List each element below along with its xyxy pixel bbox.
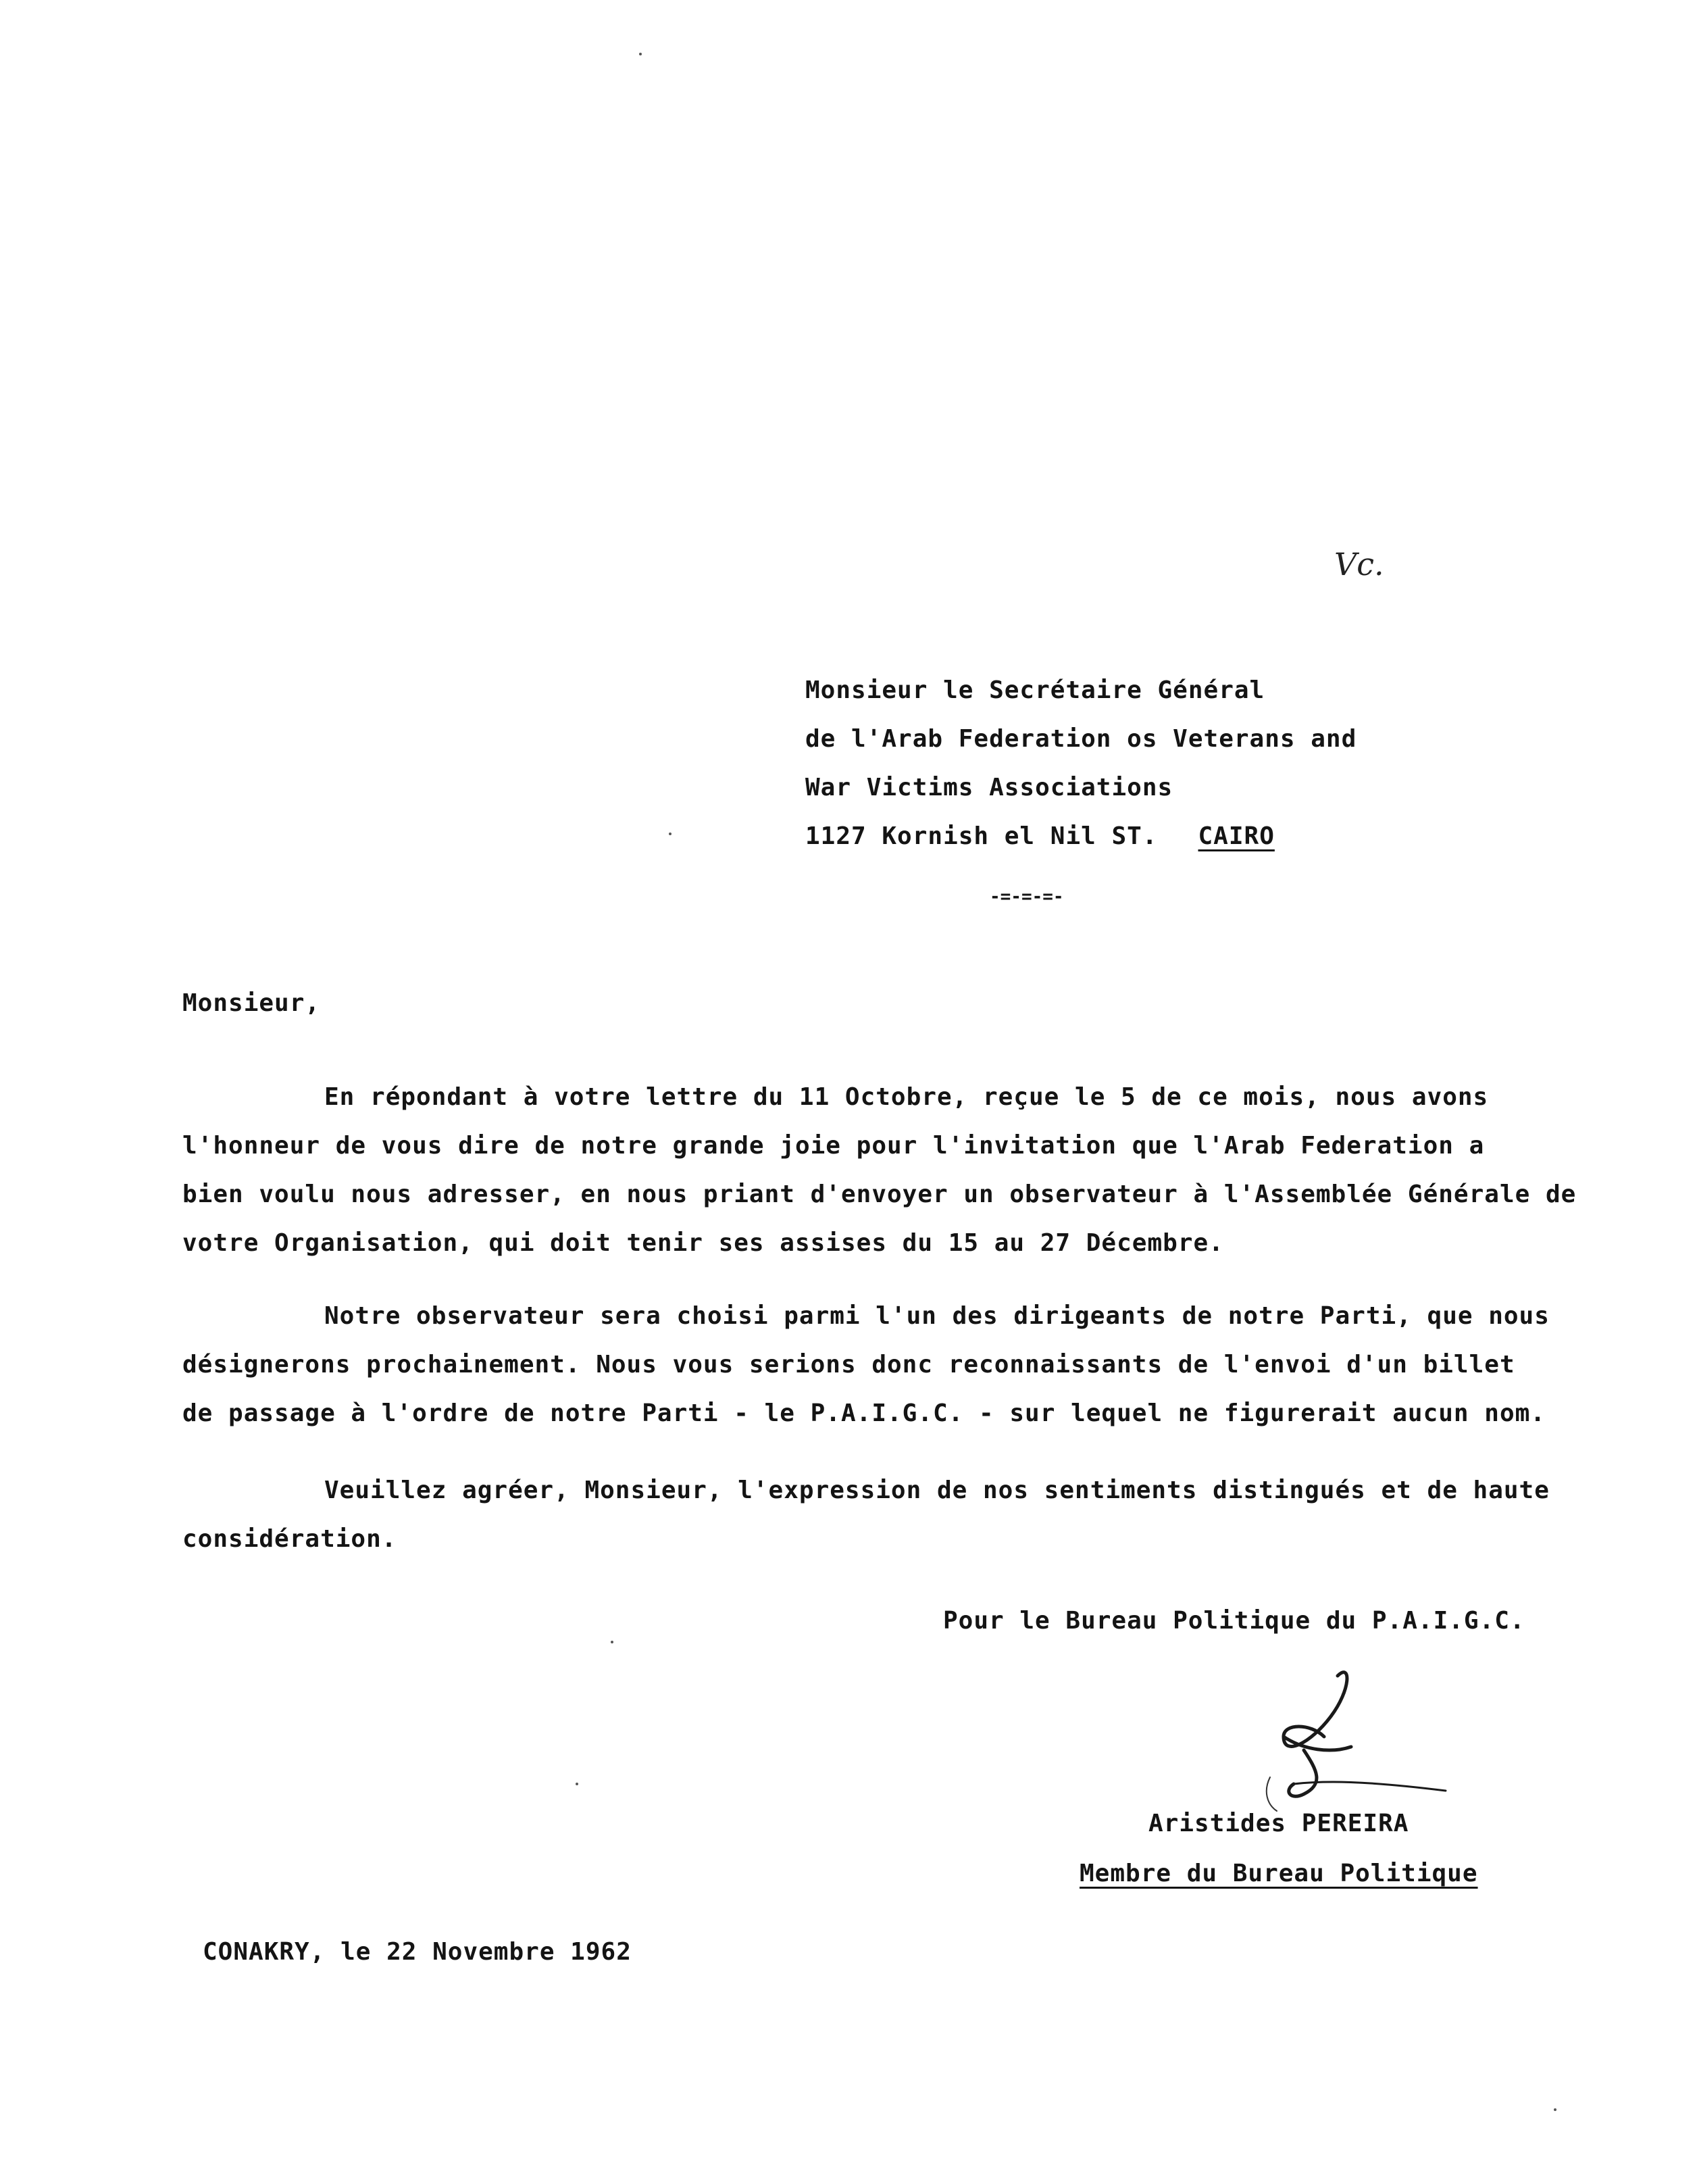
- place-and-date: CONAKRY, le 22 Novembre 1962: [203, 1938, 632, 1966]
- address-city: CAIRO: [1198, 822, 1275, 850]
- paragraph-line: bien voulu nous adresser, en nous priant d'envoyer un observateur à l'Assemblée Générale de: [182, 1181, 1577, 1208]
- paragraph-line: Veuillez agréer, Monsieur, l'expression de nos sentiments distingués et de haute: [324, 1476, 1550, 1504]
- paper-speck: [669, 833, 672, 835]
- address-line-3: War Victims Associations: [805, 774, 1173, 801]
- paragraph-observer: [182, 1292, 1628, 1438]
- closing-line: Pour le Bureau Politique du P.A.I.G.C.: [943, 1607, 1525, 1635]
- paper-speck: [576, 1783, 578, 1785]
- separator-mark: -=-=-=-: [990, 887, 1064, 907]
- address-line-1: Monsieur le Secrétaire Général: [805, 676, 1265, 704]
- signer-title: Membre du Bureau Politique: [1080, 1860, 1478, 1887]
- paragraph-line: de passage à l'ordre de notre Parti - le P.A.I.G.C. - sur lequel ne figurerait aucun nom.: [182, 1399, 1546, 1427]
- salutation: Monsieur,: [182, 989, 321, 1017]
- paper-speck: [611, 1641, 613, 1643]
- signer-name: Aristides PEREIRA: [1148, 1810, 1409, 1837]
- handwritten-annotation: Vc.: [1334, 546, 1384, 582]
- paragraph-line: l'honneur de vous dire de notre grande joie pour l'invitation que l'Arab Federation a: [182, 1132, 1485, 1160]
- paragraph-line: votre Organisation, qui doit tenir ses assises du 15 au 27 Décembre.: [182, 1229, 1224, 1257]
- paragraph-line: considération.: [182, 1525, 397, 1553]
- handwritten-signature: [1148, 1635, 1473, 1838]
- paper-speck: [639, 53, 642, 55]
- paragraph-closing-formula: [182, 1466, 1628, 1564]
- paragraph-line: En répondant à votre lettre du 11 Octobre, reçue le 5 de ce mois, nous avons: [324, 1083, 1489, 1111]
- paper-speck: [1554, 2108, 1556, 2111]
- address-line-4: [805, 812, 1357, 861]
- street-address: 1127 Kornish el Nil ST.: [805, 822, 1158, 850]
- recipient-address: [805, 666, 1357, 861]
- paragraph-line: désignerons prochainement. Nous vous serions donc reconnaissants de l'envoi d'un billet: [182, 1351, 1515, 1379]
- paragraph-invitation-reply: [182, 1073, 1628, 1268]
- paragraph-line: Notre observateur sera choisi parmi l'un des dirigeants de notre Parti, que nous: [324, 1302, 1550, 1330]
- address-line-2: de l'Arab Federation os Veterans and: [805, 725, 1357, 753]
